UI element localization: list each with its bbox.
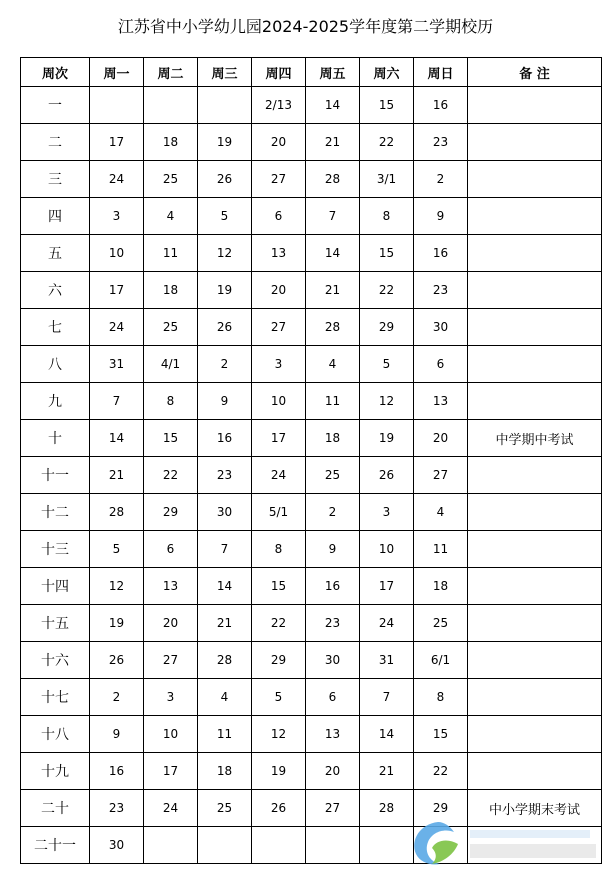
date-cell: 28 xyxy=(198,642,252,679)
note-cell xyxy=(468,272,602,309)
date-cell: 16 xyxy=(198,420,252,457)
date-cell: 10 xyxy=(144,716,198,753)
date-cell: 21 xyxy=(90,457,144,494)
note-cell xyxy=(468,309,602,346)
header-row xyxy=(21,58,602,87)
date-cell: 4/1 xyxy=(144,346,198,383)
date-cell: 4 xyxy=(144,198,198,235)
date-cell: 6 xyxy=(144,531,198,568)
date-cell: 15 xyxy=(360,235,414,272)
date-cell: 11 xyxy=(144,235,198,272)
date-cell: 13 xyxy=(306,716,360,753)
date-cell: 19 xyxy=(90,605,144,642)
note-cell xyxy=(468,235,602,272)
table-row xyxy=(21,346,602,383)
note-cell xyxy=(468,679,602,716)
week-number-cell: 六 xyxy=(21,272,90,309)
date-cell: 14 xyxy=(90,420,144,457)
header-thu: 周四 xyxy=(252,58,306,87)
note-cell xyxy=(468,494,602,531)
date-cell: 26 xyxy=(360,457,414,494)
date-cell: 21 xyxy=(198,605,252,642)
date-cell: 7 xyxy=(198,531,252,568)
date-cell: 23 xyxy=(414,272,468,309)
date-cell: 5/1 xyxy=(252,494,306,531)
date-cell: 18 xyxy=(144,124,198,161)
date-cell xyxy=(144,827,198,864)
header-sat: 周六 xyxy=(360,58,414,87)
date-cell: 2 xyxy=(90,679,144,716)
date-cell: 21 xyxy=(306,124,360,161)
logo-swirl-icon xyxy=(414,822,458,865)
date-cell: 17 xyxy=(144,753,198,790)
table-row xyxy=(21,642,602,679)
date-cell xyxy=(360,827,414,864)
week-number-cell: 十一 xyxy=(21,457,90,494)
table-row xyxy=(21,568,602,605)
date-cell: 7 xyxy=(360,679,414,716)
date-cell: 22 xyxy=(360,272,414,309)
week-number-cell: 二十一 xyxy=(21,827,90,864)
date-cell: 6/1 xyxy=(414,642,468,679)
date-cell: 12 xyxy=(198,235,252,272)
date-cell: 3 xyxy=(252,346,306,383)
date-cell: 21 xyxy=(306,272,360,309)
date-cell: 13 xyxy=(144,568,198,605)
table-row xyxy=(21,753,602,790)
week-number-cell: 九 xyxy=(21,383,90,420)
date-cell: 22 xyxy=(360,124,414,161)
date-cell: 18 xyxy=(306,420,360,457)
week-number-cell: 八 xyxy=(21,346,90,383)
note-cell: 中小学期末考试 xyxy=(468,790,602,827)
note-cell xyxy=(468,753,602,790)
header-week: 周次 xyxy=(21,58,90,87)
week-number-cell: 七 xyxy=(21,309,90,346)
week-number-cell: 一 xyxy=(21,87,90,124)
table-row xyxy=(21,198,602,235)
date-cell: 4 xyxy=(306,346,360,383)
date-cell: 27 xyxy=(414,457,468,494)
date-cell: 30 xyxy=(306,642,360,679)
date-cell: 20 xyxy=(144,605,198,642)
date-cell: 5 xyxy=(360,346,414,383)
date-cell: 6 xyxy=(414,346,468,383)
header-notes: 备 注 xyxy=(468,58,602,87)
date-cell xyxy=(252,827,306,864)
date-cell: 20 xyxy=(414,420,468,457)
week-number-cell: 十六 xyxy=(21,642,90,679)
date-cell: 29 xyxy=(414,790,468,827)
date-cell: 5 xyxy=(252,679,306,716)
week-number-cell: 二 xyxy=(21,124,90,161)
date-cell: 9 xyxy=(90,716,144,753)
date-cell: 23 xyxy=(198,457,252,494)
date-cell: 7 xyxy=(306,198,360,235)
week-number-cell: 十七 xyxy=(21,679,90,716)
date-cell: 11 xyxy=(414,531,468,568)
week-number-cell: 二十 xyxy=(21,790,90,827)
date-cell: 28 xyxy=(90,494,144,531)
date-cell: 9 xyxy=(306,531,360,568)
week-number-cell: 十三 xyxy=(21,531,90,568)
note-cell xyxy=(468,642,602,679)
date-cell: 20 xyxy=(306,753,360,790)
date-cell: 19 xyxy=(198,124,252,161)
date-cell: 17 xyxy=(90,124,144,161)
date-cell: 9 xyxy=(198,383,252,420)
date-cell: 17 xyxy=(360,568,414,605)
date-cell: 8 xyxy=(144,383,198,420)
table-row xyxy=(21,235,602,272)
date-cell: 21 xyxy=(360,753,414,790)
week-number-cell: 四 xyxy=(21,198,90,235)
date-cell: 13 xyxy=(414,383,468,420)
date-cell: 15 xyxy=(414,716,468,753)
date-cell: 10 xyxy=(360,531,414,568)
date-cell: 16 xyxy=(90,753,144,790)
header-fri: 周五 xyxy=(306,58,360,87)
date-cell: 14 xyxy=(360,716,414,753)
date-cell: 10 xyxy=(252,383,306,420)
date-cell: 5 xyxy=(90,531,144,568)
date-cell: 3 xyxy=(90,198,144,235)
date-cell: 4 xyxy=(414,494,468,531)
note-cell: 中学期中考试 xyxy=(468,420,602,457)
date-cell: 11 xyxy=(306,383,360,420)
date-cell: 22 xyxy=(144,457,198,494)
table-row xyxy=(21,272,602,309)
date-cell: 29 xyxy=(252,642,306,679)
header-wed: 周三 xyxy=(198,58,252,87)
date-cell: 20 xyxy=(252,272,306,309)
week-number-cell: 十八 xyxy=(21,716,90,753)
note-cell xyxy=(468,605,602,642)
header-tue: 周二 xyxy=(144,58,198,87)
header-sun: 周日 xyxy=(414,58,468,87)
date-cell: 19 xyxy=(198,272,252,309)
date-cell: 8 xyxy=(360,198,414,235)
watermark-logo xyxy=(408,818,601,868)
date-cell: 19 xyxy=(360,420,414,457)
date-cell: 26 xyxy=(198,161,252,198)
table-row xyxy=(21,383,602,420)
date-cell: 25 xyxy=(144,161,198,198)
week-number-cell: 十四 xyxy=(21,568,90,605)
date-cell: 24 xyxy=(144,790,198,827)
date-cell: 16 xyxy=(414,235,468,272)
week-number-cell: 五 xyxy=(21,235,90,272)
date-cell: 19 xyxy=(252,753,306,790)
date-cell: 6 xyxy=(306,679,360,716)
date-cell: 31 xyxy=(360,642,414,679)
date-cell: 27 xyxy=(252,309,306,346)
note-cell xyxy=(468,161,602,198)
table-row xyxy=(21,87,602,124)
date-cell xyxy=(90,87,144,124)
date-cell: 15 xyxy=(144,420,198,457)
week-number-cell: 十二 xyxy=(21,494,90,531)
date-cell: 22 xyxy=(414,753,468,790)
date-cell: 31 xyxy=(90,346,144,383)
date-cell: 11 xyxy=(198,716,252,753)
date-cell: 10 xyxy=(90,235,144,272)
date-cell: 28 xyxy=(306,161,360,198)
table-row xyxy=(21,309,602,346)
date-cell: 30 xyxy=(414,309,468,346)
school-calendar-table xyxy=(20,57,602,864)
date-cell: 18 xyxy=(198,753,252,790)
date-cell: 27 xyxy=(306,790,360,827)
table-row xyxy=(21,457,602,494)
date-cell: 6 xyxy=(252,198,306,235)
date-cell xyxy=(198,87,252,124)
date-cell: 2/13 xyxy=(252,87,306,124)
week-number-cell: 十九 xyxy=(21,753,90,790)
note-cell xyxy=(468,531,602,568)
date-cell: 26 xyxy=(90,642,144,679)
date-cell: 27 xyxy=(252,161,306,198)
date-cell: 7 xyxy=(90,383,144,420)
date-cell: 23 xyxy=(414,124,468,161)
table-row xyxy=(21,124,602,161)
date-cell: 2 xyxy=(198,346,252,383)
date-cell: 4 xyxy=(198,679,252,716)
date-cell: 16 xyxy=(306,568,360,605)
date-cell: 24 xyxy=(90,161,144,198)
note-cell xyxy=(468,457,602,494)
date-cell: 16 xyxy=(414,87,468,124)
date-cell: 23 xyxy=(306,605,360,642)
date-cell: 15 xyxy=(252,568,306,605)
date-cell: 18 xyxy=(144,272,198,309)
date-cell: 28 xyxy=(360,790,414,827)
table-row xyxy=(21,531,602,568)
table-row xyxy=(21,716,602,753)
week-number-cell: 三 xyxy=(21,161,90,198)
date-cell: 2 xyxy=(414,161,468,198)
table-row xyxy=(21,161,602,198)
note-cell xyxy=(468,124,602,161)
date-cell xyxy=(198,827,252,864)
date-cell: 12 xyxy=(360,383,414,420)
date-cell: 29 xyxy=(144,494,198,531)
date-cell: 3 xyxy=(144,679,198,716)
date-cell: 25 xyxy=(306,457,360,494)
date-cell: 18 xyxy=(414,568,468,605)
table-row xyxy=(21,605,602,642)
date-cell: 20 xyxy=(252,124,306,161)
date-cell xyxy=(144,87,198,124)
date-cell: 15 xyxy=(360,87,414,124)
date-cell: 13 xyxy=(252,235,306,272)
header-mon: 周一 xyxy=(90,58,144,87)
date-cell: 26 xyxy=(252,790,306,827)
date-cell: 2 xyxy=(306,494,360,531)
date-cell: 14 xyxy=(198,568,252,605)
date-cell: 3 xyxy=(360,494,414,531)
week-number-cell: 十 xyxy=(21,420,90,457)
date-cell: 28 xyxy=(306,309,360,346)
date-cell: 14 xyxy=(306,87,360,124)
page-title: 江苏省中小学幼儿园2024-2025学年度第二学期校历 xyxy=(117,17,494,36)
table-row xyxy=(21,679,602,716)
date-cell: 25 xyxy=(198,790,252,827)
date-cell: 24 xyxy=(252,457,306,494)
date-cell: 22 xyxy=(252,605,306,642)
date-cell: 27 xyxy=(144,642,198,679)
date-cell xyxy=(306,827,360,864)
date-cell: 30 xyxy=(90,827,144,864)
date-cell: 17 xyxy=(252,420,306,457)
note-cell xyxy=(468,87,602,124)
date-cell: 25 xyxy=(414,605,468,642)
date-cell: 5 xyxy=(198,198,252,235)
date-cell: 25 xyxy=(144,309,198,346)
date-cell: 29 xyxy=(360,309,414,346)
note-cell xyxy=(468,198,602,235)
date-cell: 8 xyxy=(414,679,468,716)
date-cell: 12 xyxy=(90,568,144,605)
table-row xyxy=(21,420,602,457)
date-cell: 8 xyxy=(252,531,306,568)
note-cell xyxy=(468,383,602,420)
date-cell: 24 xyxy=(360,605,414,642)
date-cell: 23 xyxy=(90,790,144,827)
date-cell: 26 xyxy=(198,309,252,346)
note-cell xyxy=(468,716,602,753)
note-cell xyxy=(468,568,602,605)
week-number-cell: 十五 xyxy=(21,605,90,642)
date-cell: 17 xyxy=(90,272,144,309)
date-cell: 30 xyxy=(198,494,252,531)
table-row xyxy=(21,494,602,531)
date-cell: 3/1 xyxy=(360,161,414,198)
date-cell: 9 xyxy=(414,198,468,235)
date-cell: 14 xyxy=(306,235,360,272)
date-cell: 12 xyxy=(252,716,306,753)
note-cell xyxy=(468,346,602,383)
date-cell: 24 xyxy=(90,309,144,346)
